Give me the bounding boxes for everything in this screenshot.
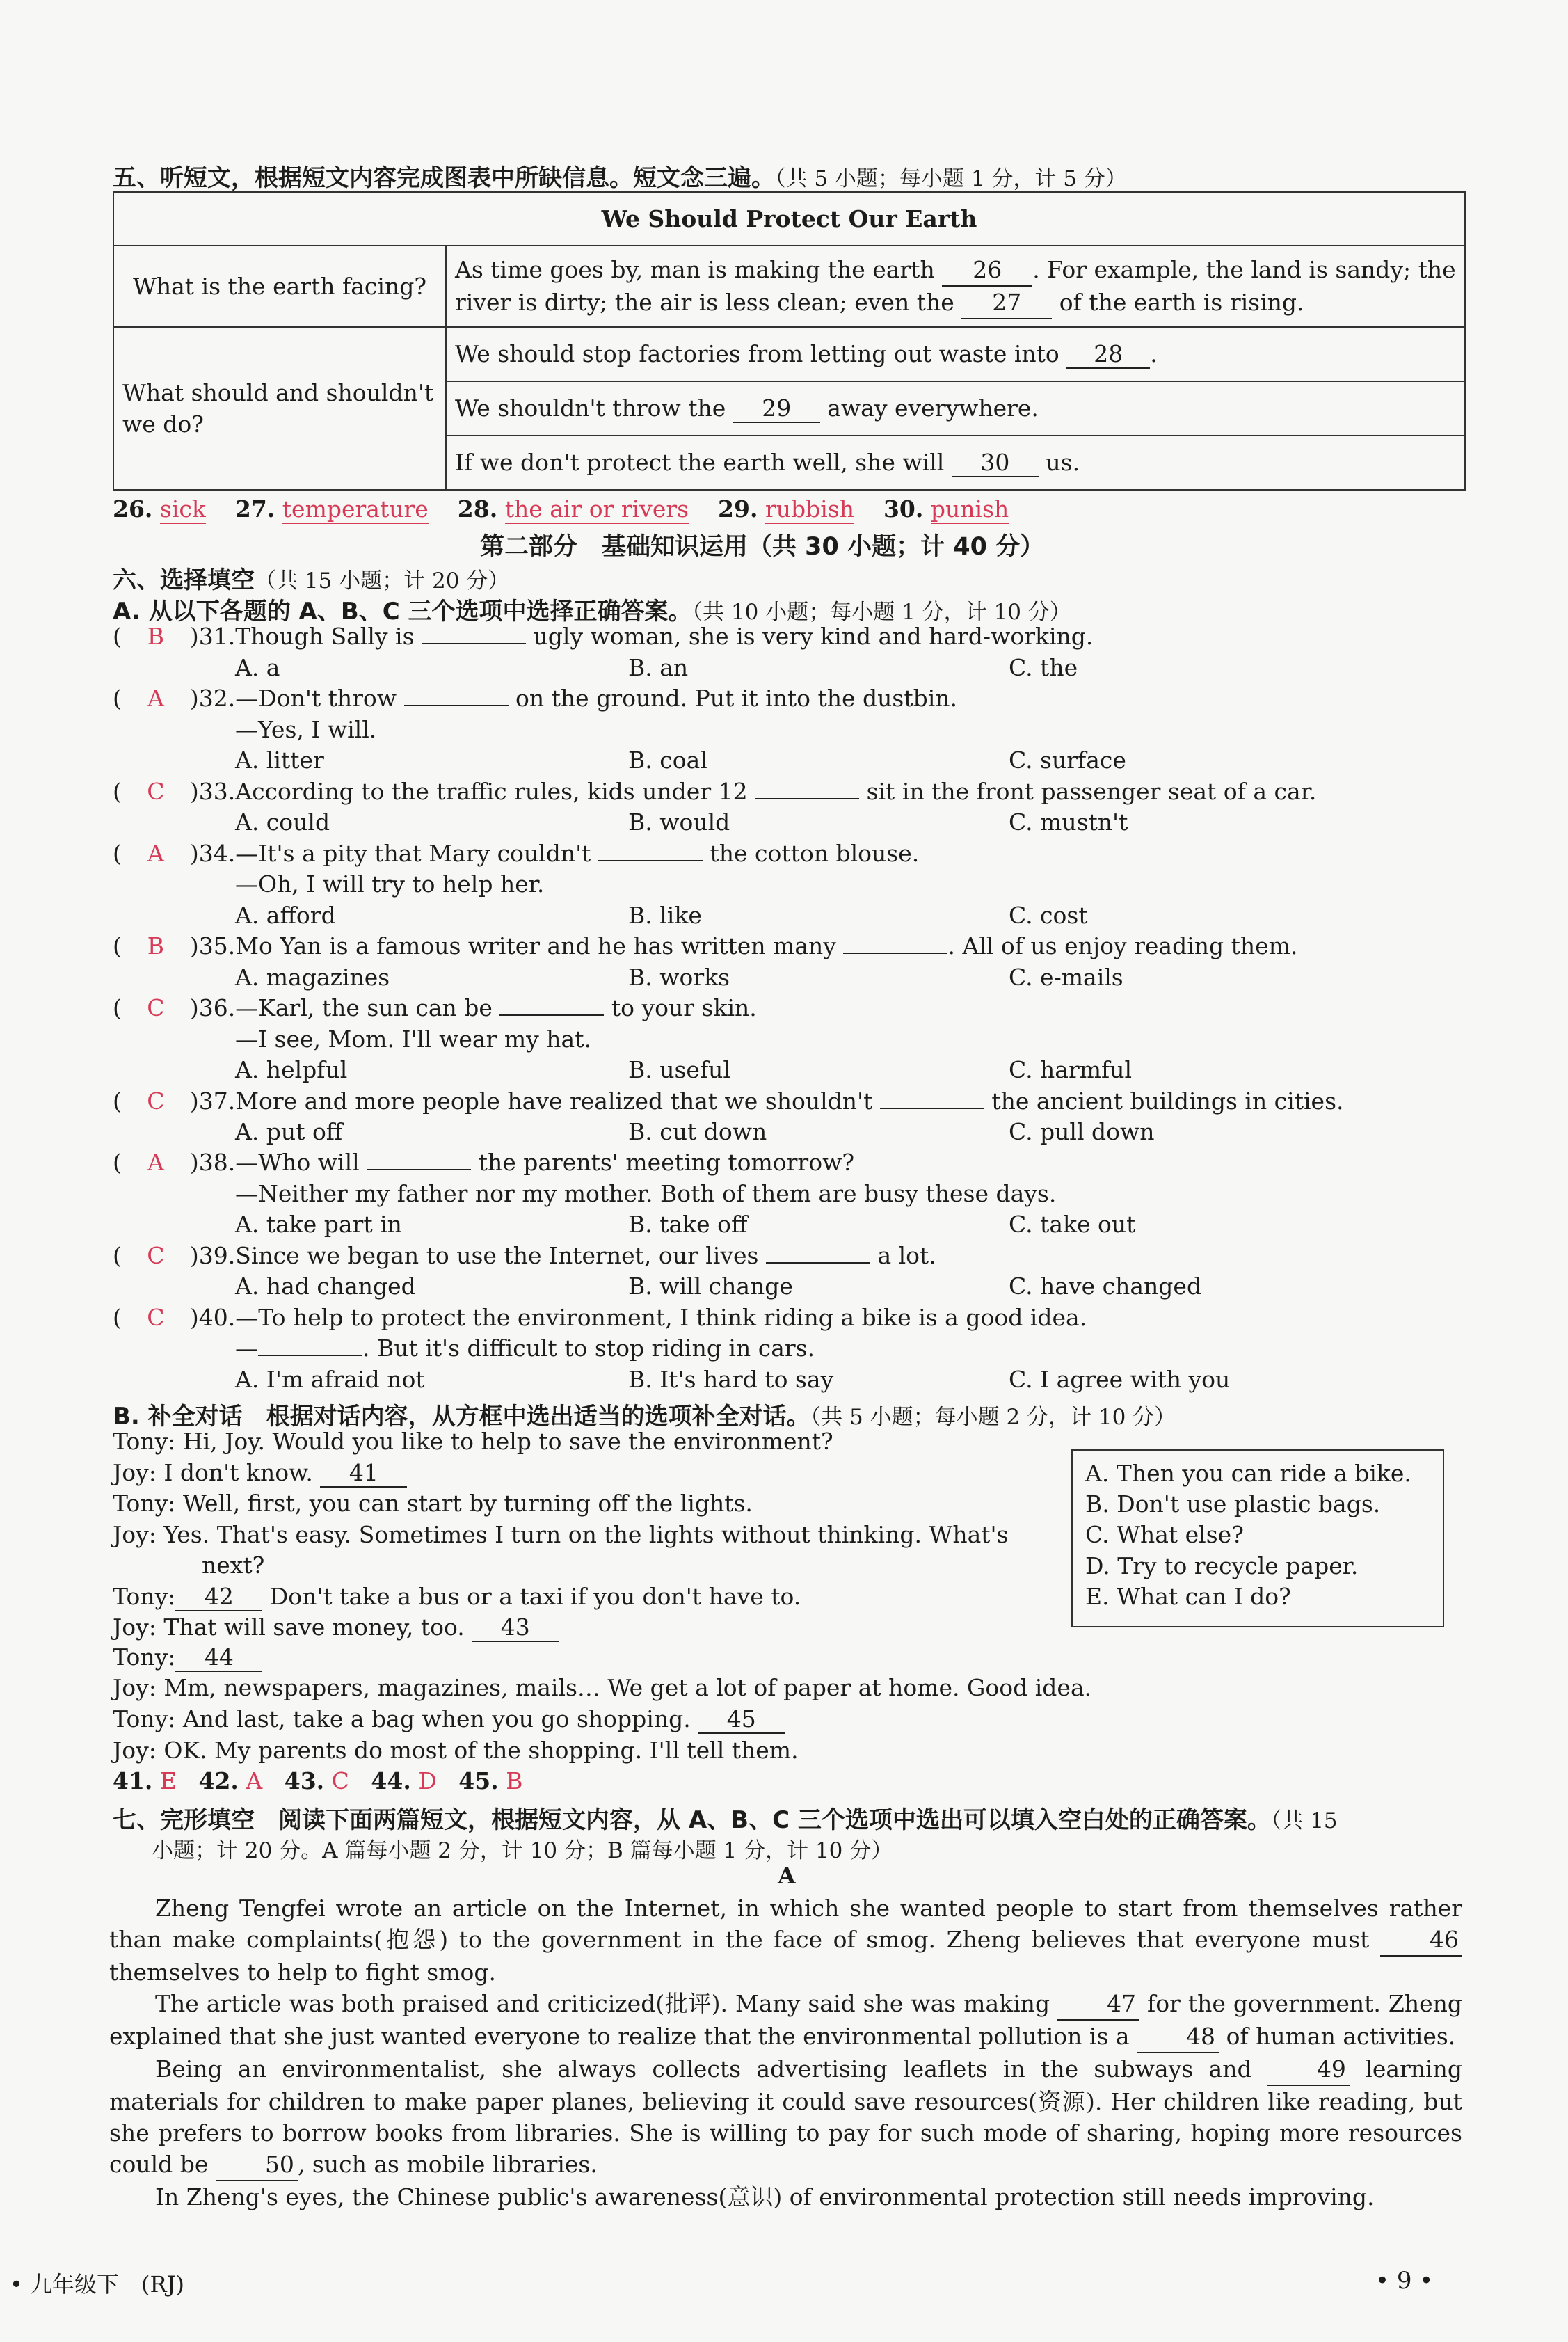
- passage-heading: A: [778, 1862, 796, 1889]
- passage-a: Zheng Tengfei wrote an article on the Internet, in which she wanted people to start from themselves rather than make complaints(抱怨) to the government in the face of smog. Zheng believes that everyone must 46 themselves to help to fight smog. The article was both praised and criticized(批评). Many said she was making 47 for the government. Zheng explained that she just wanted everyone to realize that the environmental pollution is a 48 of human activities. Being an environmentalist, she always collects advertising leaflets in the subways and 49 learning materials for children to make paper planes, believing it could save resources(资源). Her children like reading, but she prefers to borrow books from libraries. She is willing to pay for such mode of sharing, hoping more resources could be 50 , such as mobile libraries. In Zheng's eyes, the Chinese public's awareness(意识) of environmental protection still needs improving.: [109, 1895, 1462, 2210]
- q38-option-a: A. take part in: [235, 1211, 402, 1238]
- section7-title: 七、完形填空 阅读下面两篇短文，根据短文内容，从 A、B、C 三个选项中选出可以填入空白处的正确答案。（共 15: [113, 1806, 1338, 1834]
- dialog-line-1: Tony: Hi, Joy. Would you like to help to save the environment?: [113, 1428, 833, 1455]
- earth-table: [113, 191, 1466, 491]
- part2-title: 第二部分 基础知识运用（共 30 小题；计 40 分）: [480, 533, 1045, 561]
- table-a1: As time goes by, man is making the earth 26 . For example, the land is sandy; the river is dirty; the air is less clean; even the 27 of the earth is rising.: [446, 246, 1465, 327]
- table-row-28: We should stop factories from letting out waste into 28 .: [446, 327, 1465, 381]
- q31-option-c: C. the: [1009, 654, 1078, 681]
- dialog-line-7: Joy: That will save money, too. 43: [113, 1614, 559, 1642]
- q34-reply: —Oh, I will try to help her.: [235, 870, 545, 898]
- question-38: ( A )38.—Who will the parents' meeting tomorrow?: [113, 1149, 855, 1176]
- q35-option-a: A. magazines: [235, 964, 390, 991]
- blank-26: 26: [942, 254, 1032, 287]
- dialog-line-9: Joy: Mm, newspapers, magazines, mails… We get a lot of paper at home. Good idea.: [113, 1674, 1092, 1701]
- question-34: ( A )34.—It's a pity that Mary couldn't the cotton blouse.: [113, 840, 920, 867]
- q35-option-c: C. e-mails: [1009, 964, 1123, 991]
- page-number: • 9 •: [1375, 2267, 1434, 2295]
- box-option-c: C. What else?: [1085, 1521, 1244, 1548]
- q32-option-b: B. coal: [628, 747, 707, 774]
- options-box: [1071, 1449, 1444, 1627]
- q34-option-a: A. afford: [235, 902, 336, 929]
- box-option-b: B. Don't use plastic bags.: [1085, 1490, 1381, 1517]
- section7-note: 小题；计 20 分。A 篇每小题 2 分，计 10 分；B 篇每小题 1 分，计 10 分）: [152, 1838, 893, 1863]
- blank-30: 30: [952, 449, 1039, 477]
- q40-option-c: C. I agree with you: [1009, 1366, 1231, 1393]
- dialog-line-6: Tony: 42 Don't take a bus or a taxi if you don't have to.: [113, 1583, 801, 1610]
- q37-option-c: C. pull down: [1009, 1118, 1155, 1145]
- table-row-30: If we don't protect the earth well, she will 30 us.: [446, 436, 1465, 490]
- question-40: ( C )40.—To help to protect the environment, I think riding a bike is a good idea.: [113, 1304, 1087, 1331]
- q36-option-a: A. helpful: [235, 1056, 348, 1083]
- box-option-d: D. Try to recycle paper.: [1085, 1552, 1359, 1579]
- footer-grade: • 九年级下 (RJ): [10, 2271, 184, 2297]
- q33-option-a: A. could: [235, 808, 330, 836]
- dialog-line-10: Tony: And last, take a bag when you go shopping. 45: [113, 1705, 785, 1734]
- q37-option-a: A. put off: [235, 1118, 343, 1145]
- q40-option-a: A. I'm afraid not: [235, 1366, 425, 1393]
- q32-option-a: A. litter: [235, 747, 324, 774]
- q33-option-c: C. mustn't: [1009, 808, 1128, 836]
- table-q1: What is the earth facing?: [113, 246, 446, 327]
- question-31: ( B )31.Though Sally is ugly woman, she is very kind and hard-working.: [113, 623, 1094, 650]
- dialog-line-8: Tony: 44: [113, 1643, 262, 1672]
- dialog-line-2: Joy: I don't know. 41: [113, 1459, 407, 1488]
- question-32: ( A )32.—Don't throw on the ground. Put it into the dustbin.: [113, 685, 958, 712]
- q36-option-b: B. useful: [628, 1056, 730, 1083]
- question-39: ( C )39.Since we began to use the Internet, our lives a lot.: [113, 1242, 936, 1269]
- blank-27: 27: [961, 287, 1052, 319]
- dialog-line-3: Tony: Well, first, you can start by turning off the lights.: [113, 1490, 753, 1517]
- dialog-line-11: Joy: OK. My parents do most of the shopping. I'll tell them.: [113, 1737, 799, 1764]
- section6B-answers: 41. E 42. A 43. C 44. D 45. B: [113, 1767, 523, 1794]
- q36-reply: —I see, Mom. I'll wear my hat.: [235, 1026, 591, 1053]
- question-33: ( C )33.According to the traffic rules, kids under 12 sit in the front passenger seat of a car.: [113, 778, 1317, 805]
- dialog-line-4: Joy: Yes. That's easy. Sometimes I turn on the lights without thinking. What's: [113, 1521, 1009, 1548]
- q39-option-a: A. had changed: [235, 1273, 416, 1300]
- section6-subA: A. 从以下各题的 A、B、C 三个选项中选择正确答案。（共 10 小题；每小题 1 分，计 10 分）: [113, 598, 1071, 626]
- q39-option-b: B. will change: [628, 1273, 793, 1300]
- section5-answers: 26. sick 27. temperature 28. the air or rivers 29. rubbish 30. punish: [113, 495, 1009, 523]
- box-option-a: A. Then you can ride a bike.: [1085, 1460, 1411, 1487]
- dialog-line-5: next?: [202, 1552, 265, 1579]
- section6-title: 六、选择填空（共 15 小题；计 20 分）: [113, 566, 510, 594]
- q31-option-b: B. an: [628, 654, 689, 681]
- table-row-29: We shouldn't throw the 29 away everywhere.: [446, 381, 1465, 436]
- q39-option-c: C. have changed: [1009, 1273, 1202, 1300]
- q32-option-c: C. surface: [1009, 747, 1126, 774]
- q34-option-c: C. cost: [1009, 902, 1088, 929]
- q40-reply: — . But it's difficult to stop riding in cars.: [235, 1335, 815, 1362]
- q31-option-a: A. a: [235, 654, 280, 681]
- q40-option-b: B. It's hard to say: [628, 1366, 834, 1393]
- q34-option-b: B. like: [628, 902, 702, 929]
- q37-option-b: B. cut down: [628, 1118, 767, 1145]
- table-heading: We Should Protect Our Earth: [113, 192, 1465, 246]
- blank-28: 28: [1066, 340, 1150, 369]
- q33-option-b: B. would: [628, 808, 730, 836]
- q38-reply: —Neither my father nor my mother. Both of them are busy these days.: [235, 1180, 1057, 1207]
- box-option-e: E. What can I do?: [1085, 1583, 1291, 1610]
- q38-option-c: C. take out: [1009, 1211, 1136, 1238]
- q32-reply: —Yes, I will.: [235, 716, 377, 743]
- section6-subB: B. 补全对话 根据对话内容，从方框中选出适当的选项补全对话。（共 5 小题；每小题 2 分，计 10 分）: [113, 1403, 1176, 1431]
- question-37: ( C )37.More and more people have realized that we shouldn't the ancient buildings in cities.: [113, 1088, 1344, 1115]
- q35-option-b: B. works: [628, 964, 730, 991]
- q38-option-b: B. take off: [628, 1211, 748, 1238]
- question-35: ( B )35.Mo Yan is a famous writer and he has written many . All of us enjoy reading them.: [113, 932, 1298, 959]
- section5-title: 五、听短文，根据短文内容完成图表中所缺信息。短文念三遍。（共 5 小题；每小题 1 分，计 5 分）: [113, 164, 1127, 192]
- q36-option-c: C. harmful: [1009, 1056, 1133, 1083]
- question-36: ( C )36.—Karl, the sun can be to your skin.: [113, 994, 757, 1021]
- table-q2: What should and shouldn't we do?: [113, 327, 446, 490]
- blank-29: 29: [733, 395, 820, 423]
